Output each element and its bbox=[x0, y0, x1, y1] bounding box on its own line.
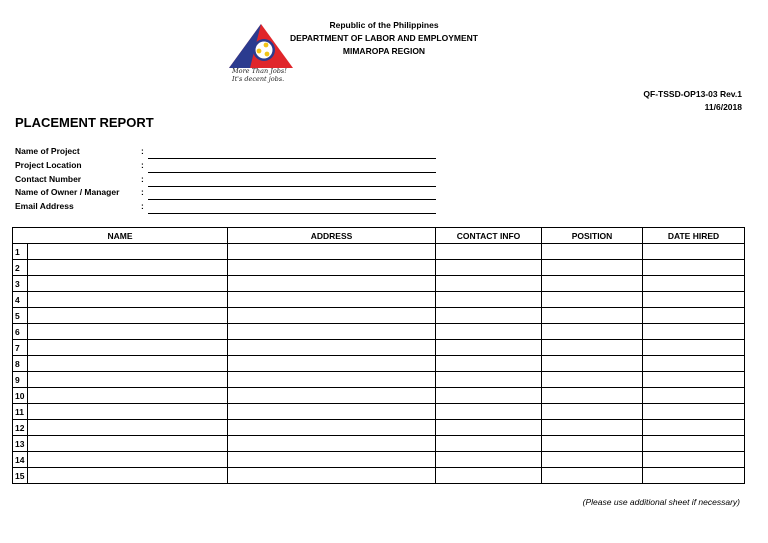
column-header-position: POSITION bbox=[542, 228, 643, 244]
contact-info-cell[interactable] bbox=[436, 260, 542, 276]
position-cell[interactable] bbox=[542, 452, 643, 468]
footnote: (Please use additional sheet if necessary) bbox=[582, 497, 740, 507]
position-cell[interactable] bbox=[542, 436, 643, 452]
address-cell[interactable] bbox=[228, 420, 436, 436]
row-number: 1 bbox=[13, 244, 28, 260]
owner-manager-field[interactable] bbox=[148, 199, 436, 200]
field-colon: : bbox=[141, 173, 144, 184]
date-hired-cell[interactable] bbox=[643, 260, 745, 276]
row-number: 4 bbox=[13, 292, 28, 308]
row-number: 14 bbox=[13, 452, 28, 468]
position-cell[interactable] bbox=[542, 324, 643, 340]
field-colon: : bbox=[141, 159, 144, 170]
field-label: Name of Owner / Manager bbox=[15, 187, 120, 198]
name-cell[interactable] bbox=[28, 372, 228, 388]
address-cell[interactable] bbox=[228, 244, 436, 260]
table-row bbox=[13, 468, 745, 484]
name-cell[interactable] bbox=[28, 340, 228, 356]
field-colon: : bbox=[141, 201, 144, 212]
contact-info-cell[interactable] bbox=[436, 292, 542, 308]
date-hired-cell[interactable] bbox=[643, 436, 745, 452]
address-cell[interactable] bbox=[228, 260, 436, 276]
position-cell[interactable] bbox=[542, 356, 643, 372]
row-number: 6 bbox=[13, 324, 28, 340]
address-cell[interactable] bbox=[228, 292, 436, 308]
address-cell[interactable] bbox=[228, 356, 436, 372]
name-cell[interactable] bbox=[28, 452, 228, 468]
row-number: 2 bbox=[13, 260, 28, 276]
table-header-row bbox=[13, 228, 745, 244]
contact-info-cell[interactable] bbox=[436, 308, 542, 324]
position-cell[interactable] bbox=[542, 372, 643, 388]
position-cell[interactable] bbox=[542, 260, 643, 276]
project-name-field[interactable] bbox=[148, 158, 436, 159]
field-colon: : bbox=[141, 146, 144, 156]
position-cell[interactable] bbox=[542, 404, 643, 420]
document-reference bbox=[643, 88, 742, 114]
position-cell[interactable] bbox=[542, 308, 643, 324]
field-label: Project Location bbox=[15, 159, 82, 170]
address-cell[interactable] bbox=[228, 468, 436, 484]
date-hired-cell[interactable] bbox=[643, 356, 745, 372]
position-cell[interactable] bbox=[542, 276, 643, 292]
contact-info-cell[interactable] bbox=[436, 468, 542, 484]
column-header-address: ADDRESS bbox=[228, 228, 436, 244]
row-number: 5 bbox=[13, 308, 28, 324]
contact-info-cell[interactable] bbox=[436, 340, 542, 356]
column-header-contact-info: CONTACT INFO bbox=[436, 228, 542, 244]
table-row bbox=[13, 244, 745, 260]
table-row bbox=[13, 308, 745, 324]
contact-number-field[interactable] bbox=[148, 186, 436, 187]
name-cell[interactable] bbox=[28, 308, 228, 324]
field-colon: : bbox=[141, 187, 144, 198]
name-cell[interactable] bbox=[28, 388, 228, 404]
name-cell[interactable] bbox=[28, 468, 228, 484]
form-date: 11/6/2018 bbox=[704, 102, 742, 112]
address-cell[interactable] bbox=[228, 388, 436, 404]
table-row bbox=[13, 292, 745, 308]
name-cell[interactable] bbox=[28, 420, 228, 436]
row-number: 15 bbox=[13, 468, 28, 484]
tagline-line-1: More Than Jobs! bbox=[232, 67, 287, 75]
row-number: 7 bbox=[13, 340, 28, 356]
table-row bbox=[13, 324, 745, 340]
address-cell[interactable] bbox=[228, 308, 436, 324]
placement-table bbox=[12, 227, 745, 484]
field-label: Email Address bbox=[15, 201, 74, 212]
column-header-name: NAME bbox=[13, 228, 228, 244]
date-hired-cell[interactable] bbox=[643, 244, 745, 260]
table-row bbox=[13, 436, 745, 452]
table-row bbox=[13, 388, 745, 404]
project-location-field[interactable] bbox=[148, 172, 436, 173]
page-title: PLACEMENT REPORT bbox=[15, 115, 154, 130]
address-cell[interactable] bbox=[228, 372, 436, 388]
position-cell[interactable] bbox=[542, 420, 643, 436]
address-cell[interactable] bbox=[228, 436, 436, 452]
header-line-1: Republic of the Philippines bbox=[329, 20, 439, 30]
contact-info-cell[interactable] bbox=[436, 452, 542, 468]
contact-info-cell[interactable] bbox=[436, 436, 542, 452]
address-cell[interactable] bbox=[228, 340, 436, 356]
field-label: Name of Project bbox=[15, 146, 80, 156]
position-cell[interactable] bbox=[542, 244, 643, 260]
address-cell[interactable] bbox=[228, 324, 436, 340]
contact-info-cell[interactable] bbox=[436, 404, 542, 420]
date-hired-cell[interactable] bbox=[643, 372, 745, 388]
name-cell[interactable] bbox=[28, 356, 228, 372]
logo-tagline bbox=[232, 67, 312, 83]
position-cell[interactable] bbox=[542, 388, 643, 404]
date-hired-cell[interactable] bbox=[643, 308, 745, 324]
name-cell[interactable] bbox=[28, 404, 228, 420]
table-row bbox=[13, 420, 745, 436]
header-line-3: MIMAROPA REGION bbox=[342, 46, 426, 56]
table-body bbox=[13, 244, 745, 484]
name-cell[interactable] bbox=[28, 324, 228, 340]
row-number: 3 bbox=[13, 276, 28, 292]
date-hired-cell[interactable] bbox=[643, 340, 745, 356]
position-cell[interactable] bbox=[542, 468, 643, 484]
field-label: Contact Number bbox=[15, 173, 82, 184]
contact-info-cell[interactable] bbox=[436, 356, 542, 372]
name-cell[interactable] bbox=[28, 436, 228, 452]
date-hired-cell[interactable] bbox=[643, 324, 745, 340]
form-code: QF-TSSD-OP13-03 Rev.1 bbox=[643, 89, 742, 99]
row-number: 11 bbox=[13, 404, 28, 420]
address-cell[interactable] bbox=[228, 452, 436, 468]
row-number: 12 bbox=[13, 420, 28, 436]
position-cell[interactable] bbox=[542, 292, 643, 308]
address-cell[interactable] bbox=[228, 276, 436, 292]
date-hired-cell[interactable] bbox=[643, 292, 745, 308]
column-header-date-hired: DATE HIRED bbox=[643, 228, 745, 244]
table-row bbox=[13, 340, 745, 356]
contact-info-cell[interactable] bbox=[436, 372, 542, 388]
row-number: 9 bbox=[13, 372, 28, 388]
table-row bbox=[13, 372, 745, 388]
name-cell[interactable] bbox=[28, 276, 228, 292]
contact-info-cell[interactable] bbox=[436, 276, 542, 292]
contact-info-cell[interactable] bbox=[436, 420, 542, 436]
date-hired-cell[interactable] bbox=[643, 404, 745, 420]
header-line-2: DEPARTMENT OF LABOR AND EMPLOYMENT bbox=[290, 33, 478, 43]
contact-info-cell[interactable] bbox=[436, 244, 542, 260]
table-row bbox=[13, 356, 745, 372]
date-hired-cell[interactable] bbox=[643, 420, 745, 436]
name-cell[interactable] bbox=[28, 292, 228, 308]
name-cell[interactable] bbox=[28, 244, 228, 260]
date-hired-cell[interactable] bbox=[643, 388, 745, 404]
name-cell[interactable] bbox=[28, 260, 228, 276]
contact-info-cell[interactable] bbox=[436, 324, 542, 340]
table-row bbox=[13, 452, 745, 468]
email-address-field[interactable] bbox=[148, 213, 436, 214]
date-hired-cell[interactable] bbox=[643, 468, 745, 484]
table-row bbox=[13, 260, 745, 276]
date-hired-cell[interactable] bbox=[643, 276, 745, 292]
date-hired-cell[interactable] bbox=[643, 452, 745, 468]
row-number: 13 bbox=[13, 436, 28, 452]
table-row bbox=[13, 404, 745, 420]
table-row bbox=[13, 276, 745, 292]
agency-header bbox=[260, 19, 508, 58]
tagline-line-2: It's decent jobs. bbox=[232, 75, 285, 83]
row-number: 8 bbox=[13, 356, 28, 372]
row-number: 10 bbox=[13, 388, 28, 404]
address-cell[interactable] bbox=[228, 404, 436, 420]
position-cell[interactable] bbox=[542, 340, 643, 356]
contact-info-cell[interactable] bbox=[436, 388, 542, 404]
